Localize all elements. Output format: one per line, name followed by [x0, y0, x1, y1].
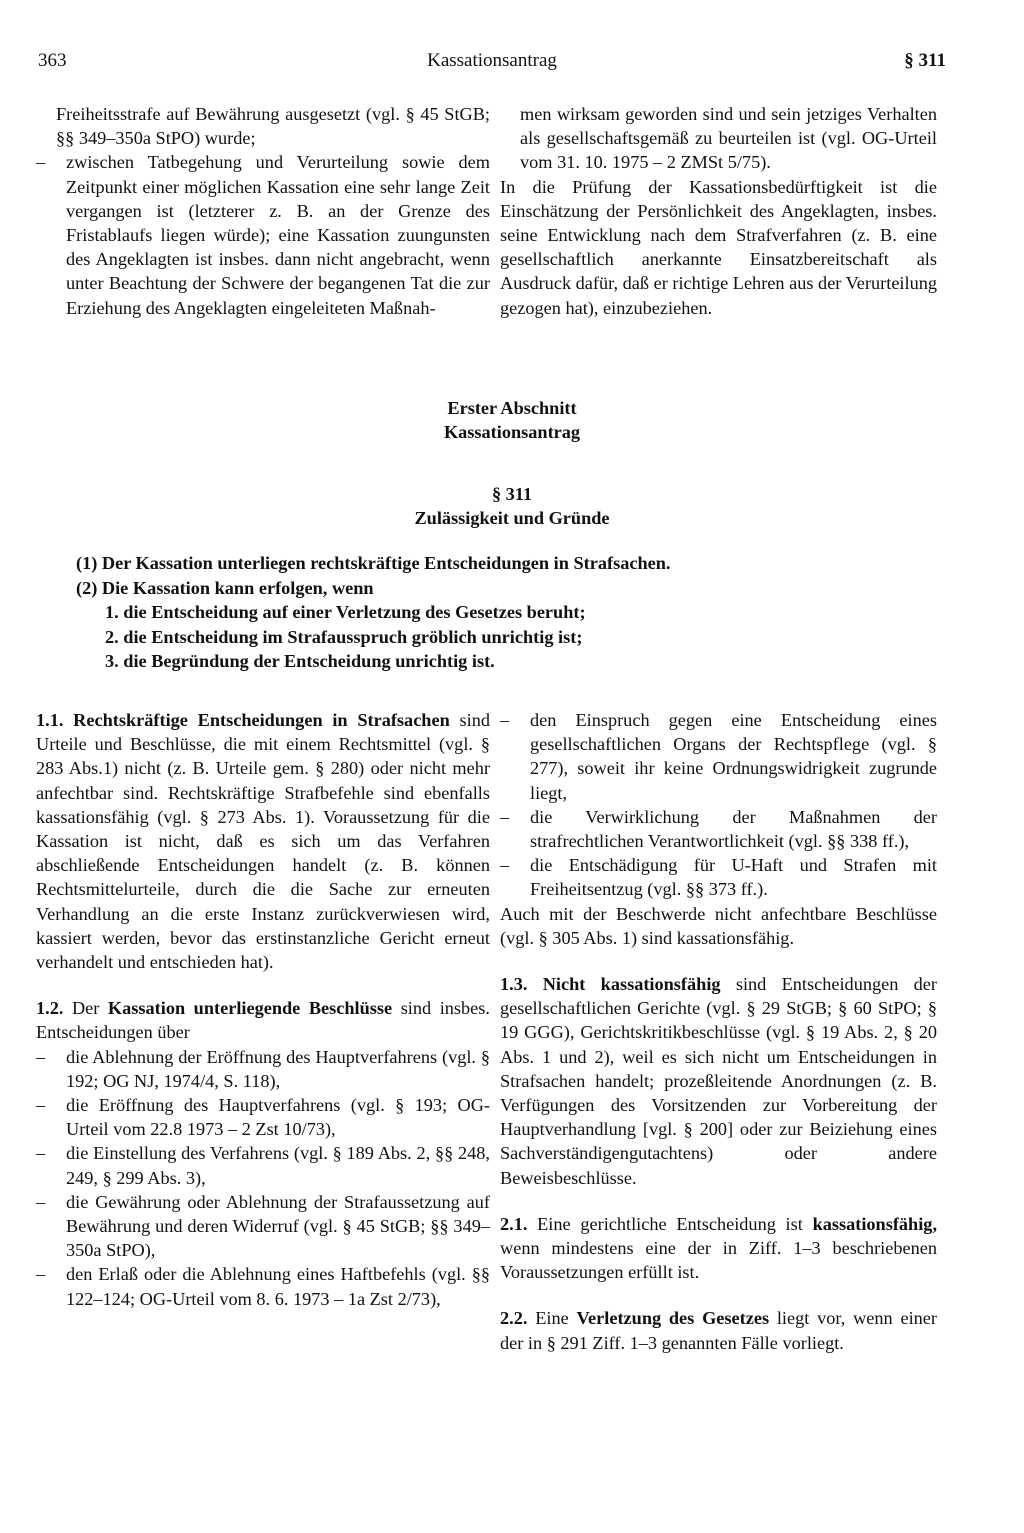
running-title: Kassationsantrag: [427, 50, 557, 71]
statute-text: [76, 551, 956, 674]
note-keyword: Rechtskräftige Entscheidungen in Strafsachen: [73, 710, 450, 730]
note-text: Eine: [535, 1308, 569, 1329]
dash-item: – die Verwirklichung der Maßnahmen der strafrechtlichen Verantwortlichkeit (vgl. §§ 338 ff.),: [500, 805, 937, 853]
dash-item: – zwischen Tatbegehung und Verurteilung sowie dem Zeitpunkt einer möglichen Kassation eine sehr lange Zeit vergangen ist (letzterer z. B. an der Grenze des Fristablaufs liegen würde); eine Kassation zuungunsten des Angeklagten ist insbes. dann nicht angebracht, wenn unter Beachtung der Schwere der begangenen Tat die zur Erziehung des Angeklagten eingeleiteten Maßnah-: [36, 150, 490, 319]
paragraph: In die Prüfung der Kassationsbedürftigkeit ist die Einschätzung der Persönlichkeit des Angeklagten, insbes. seine Entwicklung nach dem Strafverfahren (z. B. eine gesellschaftlich anerkannte Einsatzbereitschaft als Ausdruck dafür, daß er richtige Lehren aus der Verurteilung gezogen hat), einzubeziehen.: [500, 176, 938, 318]
statute-item: (1) Der Kassation unterliegen rechtskräftige Entscheidungen in Strafsachen.: [76, 553, 671, 573]
statute-subitem: 3. die Begründung der Entscheidung unrichtig ist.: [105, 651, 495, 671]
dash-item: – die Ablehnung der Eröffnung des Hauptverfahrens (vgl. § 192; OG NJ, 1974/4, S. 118),: [36, 1045, 490, 1093]
commentary-2-2: [500, 1306, 937, 1354]
statute-item: (2) Die Kassation kann erfolgen, wenn: [76, 577, 374, 598]
note-number: 1.1.: [36, 710, 64, 730]
note-text: sind Entscheidungen der gesellschaftlichen Gerichte (vgl. § 29 StGB; § 60 StPO; § 19 GGG), Gerichtskritikbeschlüsse (vgl. § 19 Abs. 2, § 20 Abs. 1 und 2), weil es sich nicht um Entscheidungen in Strafsachen handelt; prozeßleitende Anordnungen (z. B. Verfügungen des Vorsitzenden zur Vorbereitung der Hauptverhandlung [vgl. § 200] oder zur Beiziehung eines Sachverständigengutachtens) oder andere Beweisbeschlüsse.: [500, 974, 937, 1188]
top-right-column: [500, 102, 937, 320]
note-number: 2.2.: [500, 1308, 528, 1329]
running-section: § 311: [904, 50, 946, 71]
note-keyword: Nicht kassationsfähig: [542, 974, 721, 995]
note-text: Eine gerichtliche Entscheidung ist: [537, 1213, 803, 1234]
commentary-1-3: [500, 972, 937, 1190]
note-keyword: Kassation unterliegende Beschlüsse: [107, 998, 393, 1019]
note-text: wenn mindestens eine der in Ziff. 1–3 beschriebenen Voraussetzungen erfüllt ist.: [500, 1238, 937, 1283]
paragraph-number: § 311: [491, 484, 533, 504]
dash-item: – die Eröffnung des Hauptverfahrens (vgl. § 193; OG-Urteil vom 22.8 1973 – 2 Zst 10/73),: [36, 1093, 490, 1141]
commentary-2-1: [500, 1212, 937, 1285]
page-header: [38, 50, 946, 76]
note-text: liegt vor, wenn einer der in § 291 Ziff. 1–3 genannten Fälle vorliegt.: [500, 1308, 937, 1353]
continuation-text: Freiheitsstrafe auf Bewährung ausgesetzt (vgl. § 45 StGB; §§ 349–350a StPO) wurde;: [56, 104, 490, 149]
dash-item: – die Einstellung des Verfahrens (vgl. § 189 Abs. 2, §§ 248, 249, § 299 Abs. 3),: [36, 1141, 490, 1189]
note-number: 1.2.: [36, 998, 64, 1019]
note-text: Der: [71, 998, 100, 1019]
note-number: 1.3.: [500, 974, 528, 995]
section-heading-line2: Kassationsantrag: [443, 422, 581, 442]
top-left-column: [36, 102, 490, 320]
note-keyword: Verletzung des Gesetzes: [576, 1308, 770, 1329]
dash-item: – den Einspruch gegen eine Entscheidung eines gesellschaftlichen Organs der Rechtspflege (vgl. § 277), soweit ihr keine Ordnungswidrigkeit zugrunde liegt,: [500, 708, 937, 805]
paragraph-heading: [0, 482, 1024, 530]
page-number: 363: [38, 50, 67, 71]
dash-item: – die Gewährung oder Ablehnung der Strafaussetzung auf Bewährung und deren Widerruf (vgl. § 45 StGB; §§ 349–350a StPO),: [36, 1190, 490, 1263]
note-keyword: kassationsfähig,: [812, 1213, 938, 1234]
commentary-1-1: [36, 708, 490, 974]
note-text: sind insbes. Entscheidungen über: [36, 998, 490, 1043]
commentary-right-column: [500, 708, 937, 1355]
note-text: sind Urteile und Beschlüsse, die mit einem Rechtsmittel (vgl. § 283 Abs.1) nicht (z. B. Urteile gem. § 280) oder nicht mehr anfechtbar sind. Rechtskräftige Strafbefehle sind ebenfalls kassationsfähig (vgl. § 273 Abs. 1). Voraussetzung für die Kassation ist nicht, daß es sich um das Verfahren abschließende Entscheidungen handelt (z. B. können Rechtsmittelurteile, durch die die Sache zur erneuten Verhandlung an die erste Instanz zurückverwiesen wird, kassiert werden, bevor das erstinstanzliche Gericht erneut verhandelt und entschieden hat).: [36, 710, 490, 973]
dash-item: – den Erlaß oder die Ablehnung eines Haftbefehls (vgl. §§ 122–124; OG-Urteil vom 8. 6. 1973 – 1a Zst 2/73),: [36, 1262, 490, 1310]
paragraph-title: Zulässigkeit und Gründe: [414, 508, 610, 528]
statute-subitem: 1. die Entscheidung auf einer Verletzung des Gesetzes beruht;: [105, 602, 586, 622]
commentary-left-column: [36, 708, 490, 1311]
section-heading-line1: Erster Abschnitt: [447, 398, 577, 418]
note-number: 2.1.: [500, 1213, 528, 1234]
section-heading: [0, 396, 1024, 444]
commentary-1-2: [36, 996, 490, 1044]
statute-subitem: 2. die Entscheidung im Strafausspruch gröblich unrichtig ist;: [105, 626, 583, 647]
dash-item: – die Entschädigung für U-Haft und Strafen mit Freiheitsentzug (vgl. §§ 373 ff.).: [500, 853, 937, 901]
paragraph: Auch mit der Beschwerde nicht anfechtbare Beschlüsse (vgl. § 305 Abs. 1) sind kassationsfähig.: [500, 903, 937, 948]
continuation-text: men wirksam geworden sind und sein jetziges Verhalten als gesellschaftsgemäß zu beurteilen ist (vgl. OG-Urteil vom 31. 10. 1975 – 2 ZMSt 5/75).: [520, 104, 937, 173]
